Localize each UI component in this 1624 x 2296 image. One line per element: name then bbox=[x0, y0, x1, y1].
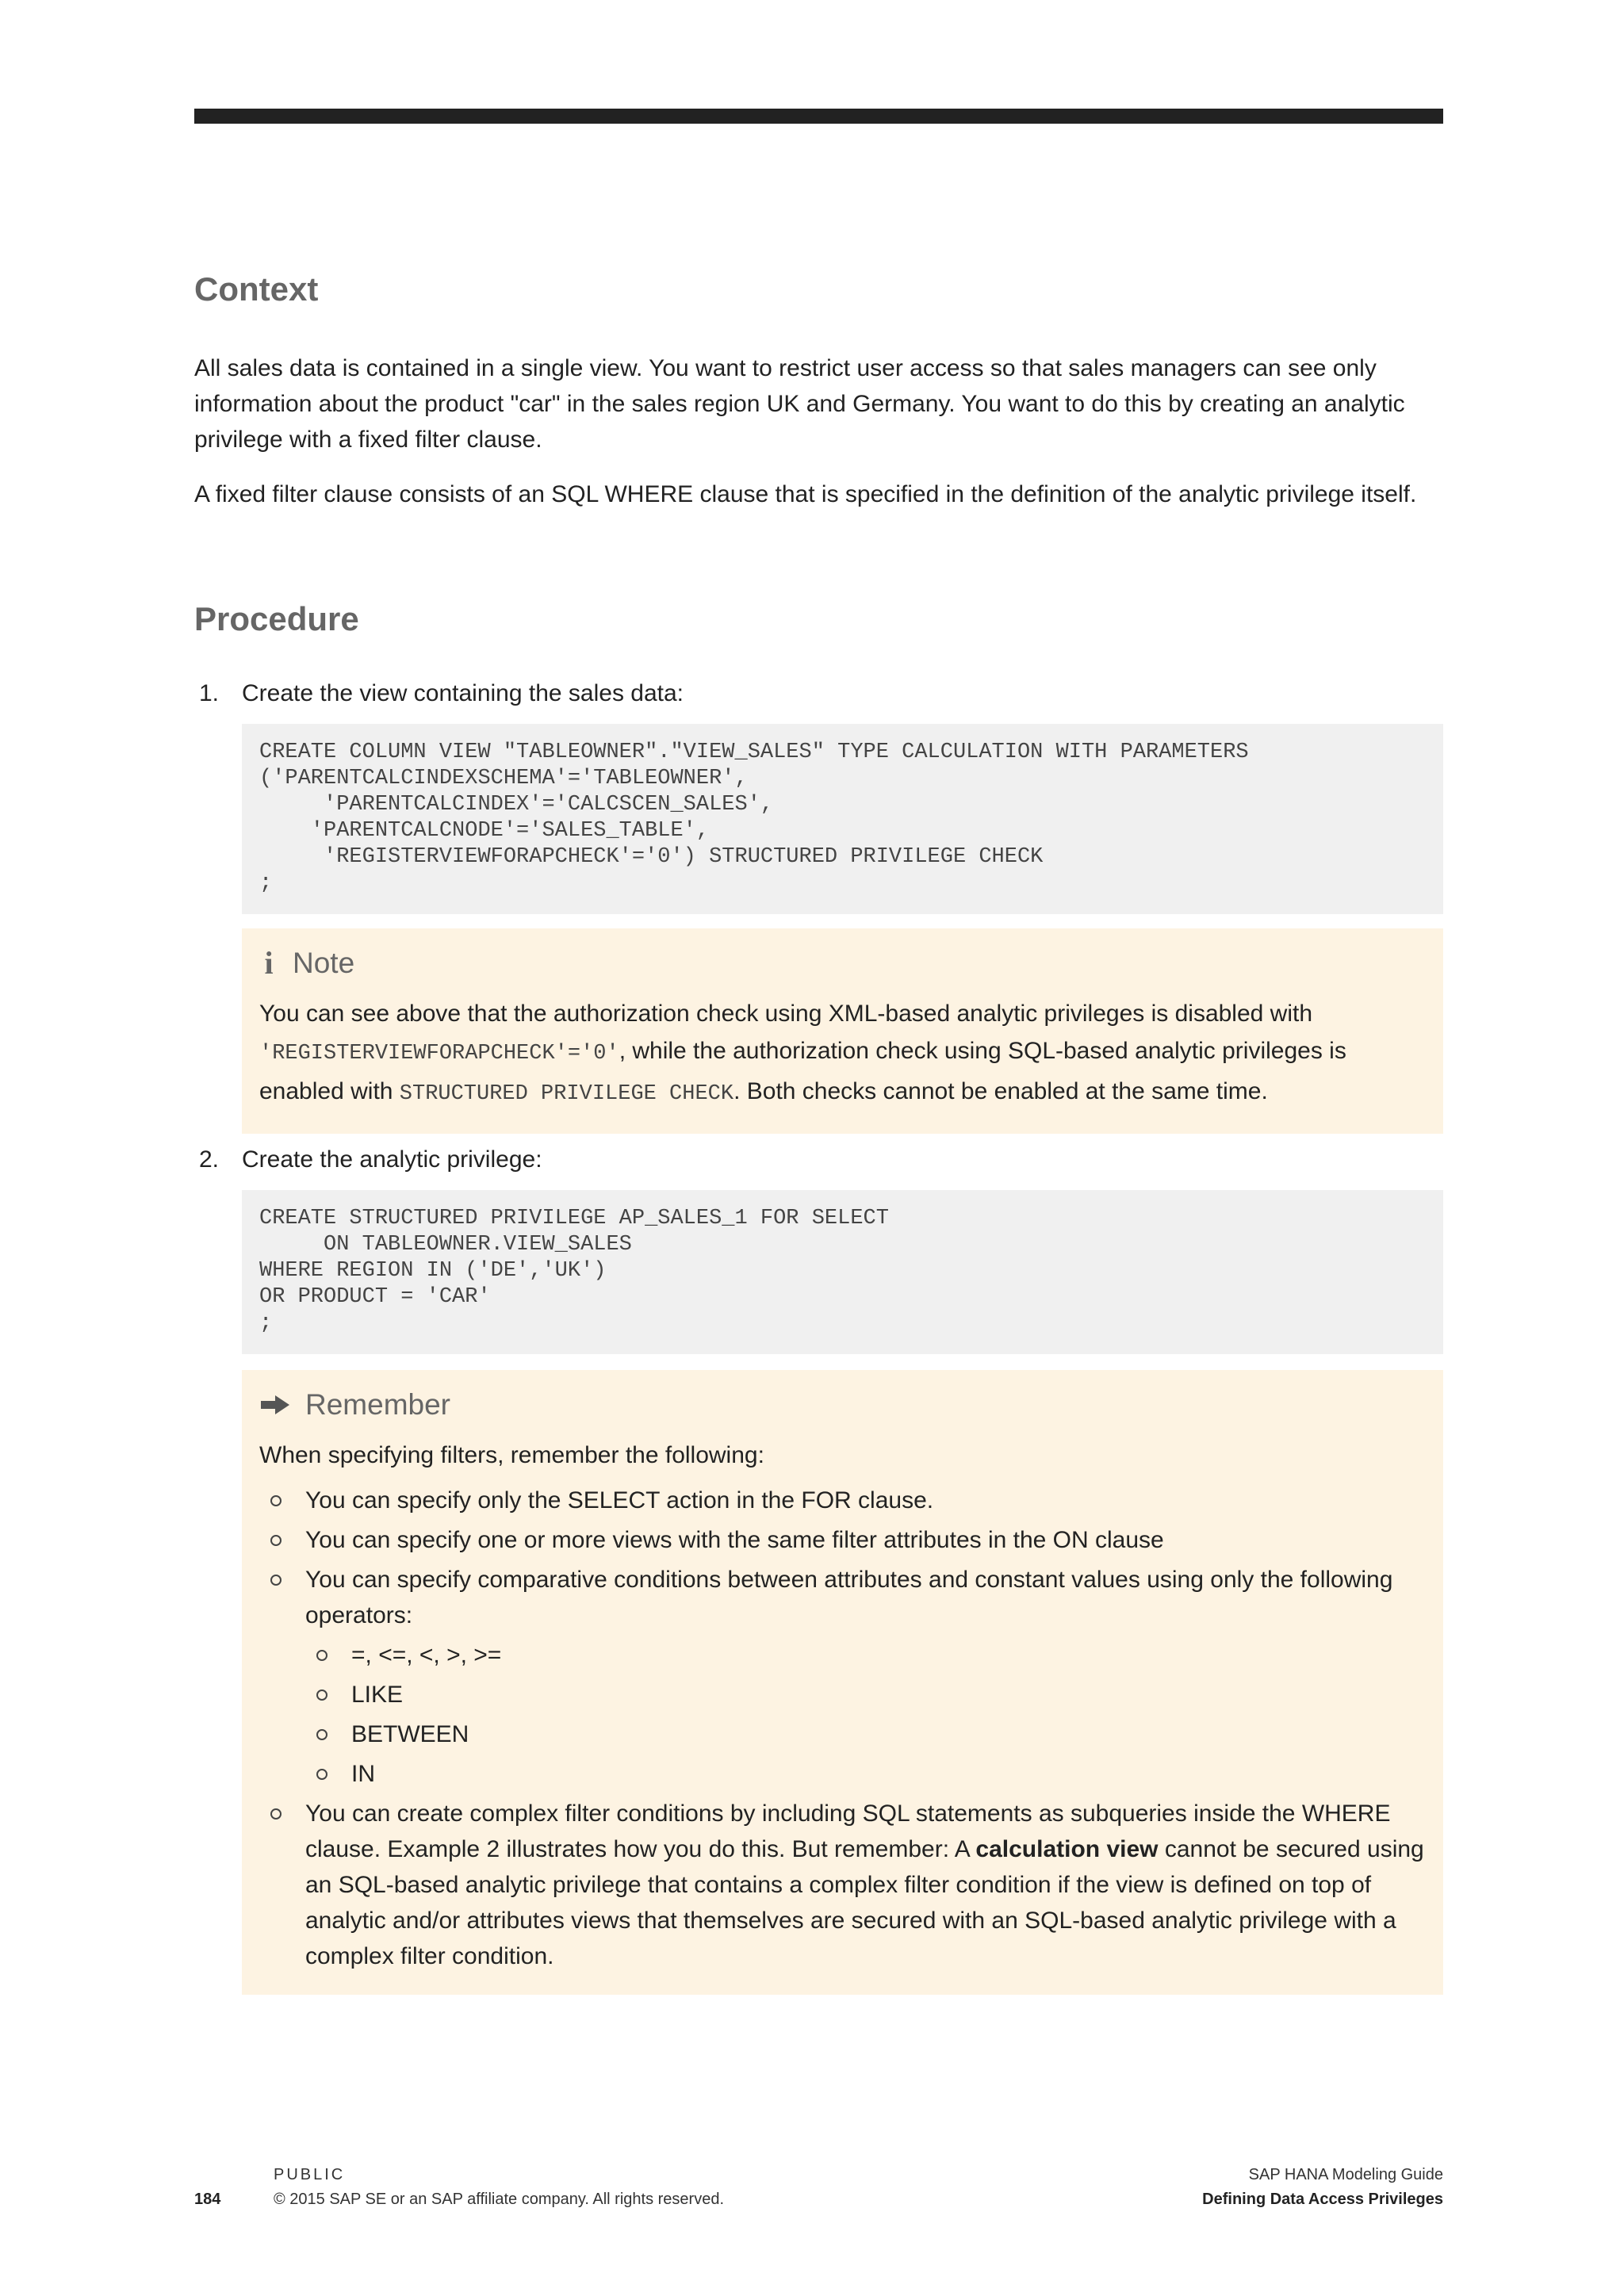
list-item bbox=[259, 1483, 1426, 1518]
bullet-icon bbox=[270, 1575, 282, 1586]
step-1 bbox=[194, 675, 1443, 1134]
list-item-text: LIKE bbox=[351, 1681, 404, 1708]
list-item bbox=[305, 1756, 1426, 1792]
page-number: 184 bbox=[194, 2191, 221, 2208]
note-text bbox=[259, 995, 1426, 1113]
remember-list bbox=[259, 1483, 1426, 1974]
code-block-create-view: CREATE COLUMN VIEW "TABLEOWNER"."VIEW_SALES" TYPE CALCULATION WITH PARAMETERS ('PARENTCALCINDEXSCHEMA'='TABLEOWNER', 'PARENTCALCINDEX'='CALCSCEN_SALES', 'PARENTCALCNODE'='SALES_TABLE', 'REGISTERVIEWFORAPCHECK'='0') STRUCTURED PRIVILEGE CHECK ; bbox=[242, 724, 1443, 914]
remember-callout bbox=[242, 1370, 1443, 1995]
list-item-text: You can create complex filter conditions by including SQL statements as subqueries inside the WHERE clause. Example 2 illustrates how you do this. But remember: A bbox=[305, 1800, 1391, 1862]
bullet-icon bbox=[316, 1689, 327, 1701]
bullet-icon bbox=[270, 1535, 282, 1546]
list-item-text: BETWEEN bbox=[351, 1720, 469, 1747]
bullet-icon bbox=[316, 1729, 327, 1740]
step-text: Create the analytic privilege: bbox=[242, 1146, 542, 1173]
procedure-steps bbox=[194, 675, 1443, 1995]
list-item-text: You can specify one or more views with the same filter attributes in the ON clause bbox=[305, 1526, 1164, 1553]
context-paragraph-2: A fixed filter clause consists of an SQL WHERE clause that is specified in the definition of the analytic privilege itself. bbox=[194, 481, 1417, 508]
step-2 bbox=[194, 1142, 1443, 1995]
note-code-inline: STRUCTURED PRIVILEGE CHECK bbox=[399, 1081, 734, 1106]
list-item bbox=[305, 1637, 1426, 1673]
context-paragraph-1: All sales data is contained in a single view. You want to restrict user access so that sales managers can see only information about the product "car" in the sales region UK and Germany. You want to do this by creating an analytic privilege with a fixed filter clause. bbox=[194, 355, 1405, 453]
list-item-text: You can specify only the SELECT action in the FOR clause. bbox=[305, 1487, 934, 1513]
info-icon: i bbox=[264, 944, 274, 981]
remember-intro: When specifying filters, remember the following: bbox=[259, 1441, 764, 1468]
bullet-icon bbox=[316, 1650, 327, 1661]
list-item-text: You can specify comparative conditions between attributes and constant values using only the following operators: bbox=[305, 1566, 1393, 1628]
note-text-part: , while the authorization check using SQL-based analytic privileges is enabled with bbox=[259, 1037, 1346, 1104]
footer-chapter-title: Defining Data Access Privileges bbox=[1202, 2191, 1443, 2208]
list-item bbox=[259, 1562, 1426, 1792]
remember-title: Remember bbox=[305, 1387, 450, 1421]
bullet-icon bbox=[316, 1769, 327, 1780]
list-item-text: IN bbox=[351, 1760, 375, 1787]
context-heading: Context bbox=[194, 270, 319, 308]
note-text-part: You can see above that the authorization check using XML-based analytic privileges is disabled with bbox=[259, 1000, 1313, 1027]
step-text: Create the view containing the sales data: bbox=[242, 679, 684, 706]
note-code-inline: 'REGISTERVIEWFORAPCHECK'='0' bbox=[259, 1041, 619, 1066]
footer-classification: PUBLIC bbox=[274, 2166, 346, 2183]
note-callout bbox=[242, 928, 1443, 1134]
list-item bbox=[259, 1796, 1426, 1974]
list-item-text: =, <=, <, >, >= bbox=[351, 1641, 502, 1668]
note-title: Note bbox=[293, 946, 355, 979]
bold-term: calculation view bbox=[975, 1835, 1159, 1862]
remember-header bbox=[259, 1384, 1426, 1425]
code-block-create-privilege: CREATE STRUCTURED PRIVILEGE AP_SALES_1 FOR SELECT ON TABLEOWNER.VIEW_SALES WHERE REGION IN ('DE','UK') OR PRODUCT = 'CAR' ; bbox=[242, 1190, 1443, 1354]
top-rule bbox=[194, 109, 1443, 124]
list-item bbox=[305, 1677, 1426, 1712]
page-content bbox=[194, 270, 1443, 1995]
bullet-icon bbox=[270, 1808, 282, 1820]
footer-copyright: © 2015 SAP SE or an SAP affiliate company. All rights reserved. bbox=[274, 2191, 725, 2208]
step-number: 1. bbox=[199, 679, 220, 706]
list-item bbox=[305, 1716, 1426, 1752]
bullet-icon bbox=[270, 1495, 282, 1506]
step-number: 2. bbox=[199, 1146, 220, 1173]
footer-guide-title: SAP HANA Modeling Guide bbox=[1248, 2166, 1443, 2183]
procedure-heading: Procedure bbox=[194, 600, 359, 638]
arrow-right-icon bbox=[259, 1393, 291, 1417]
note-text-part: . Both checks cannot be enabled at the same time. bbox=[733, 1077, 1268, 1104]
note-header bbox=[259, 943, 1426, 984]
operator-list bbox=[305, 1637, 1426, 1792]
list-item bbox=[259, 1522, 1426, 1558]
list-item-text: cannot be secured using an SQL-based analytic privilege that contains a complex filter condition if the view is defined on top of analytic and/or attributes views that themselves are secured with an SQL-based analytic privilege with a complex filter condition. bbox=[305, 1835, 1424, 1969]
